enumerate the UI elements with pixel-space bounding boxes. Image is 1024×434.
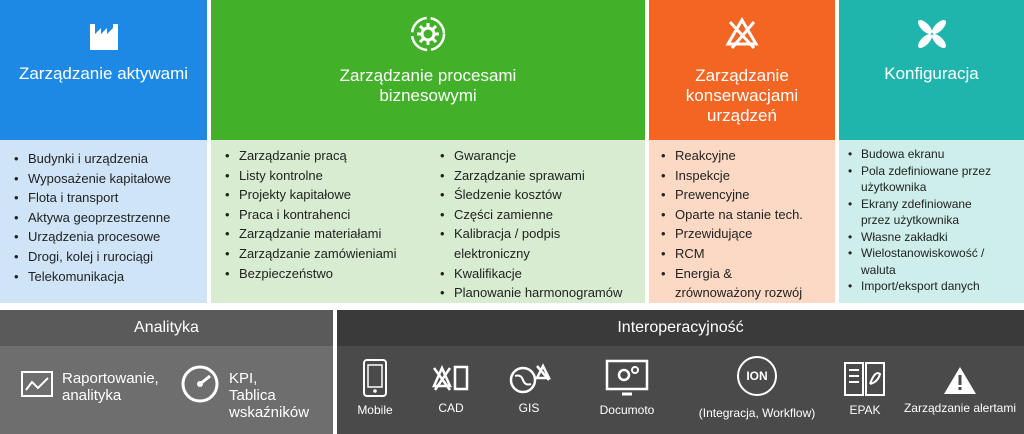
list-item: • Kalibracja / podpis: [436, 224, 622, 244]
list-item: • Inspekcje: [657, 166, 835, 186]
list-item: • Planowanie harmonogramów: [436, 283, 622, 303]
reporting-label-line: analityka: [62, 387, 122, 404]
list-item: • Części zamienne: [436, 205, 622, 225]
maintenance-title-line: Zarządzanie: [695, 66, 789, 85]
list-item: • Pola zdefiniowane przez: [845, 163, 1024, 180]
tool-mobile[interactable]: [347, 358, 403, 417]
interop-panel: [337, 346, 1024, 434]
cad-icon: [431, 362, 471, 396]
tool-label: Mobile: [357, 403, 393, 417]
list-item: • Zarządzanie zamówieniami: [221, 244, 397, 264]
list-item: • Telekomunikacja: [10, 267, 207, 287]
list-item: • Wielostanowiskowość /: [845, 245, 1024, 262]
business-process-list: [211, 140, 645, 303]
list-item: • Przewidujące: [657, 224, 835, 244]
maintenance-header: [649, 0, 835, 140]
list-item: • Projekty kapitałowe: [221, 185, 397, 205]
maintenance-title-line: urządzeń: [707, 106, 777, 125]
analytics-panel: [0, 346, 333, 434]
list-item: • Ekrany zdefiniowane: [845, 196, 1024, 213]
list-item: • Wyposażenie kapitałowe: [10, 169, 207, 189]
tool-label: CAD: [438, 401, 464, 415]
list-item: • Budynki i urządzenia: [10, 149, 207, 169]
business-process-header: [211, 0, 645, 140]
gear-cycle-icon: [408, 14, 448, 54]
asset-management-title: Zarządzanie aktywami: [18, 64, 189, 83]
reporting-icon: [20, 370, 54, 405]
interop-title-bar: [337, 310, 1024, 346]
tool-alerts[interactable]: [900, 364, 1020, 415]
list-item: • Kwalifikacje: [436, 264, 622, 284]
list-item: • Zarządzanie materiałami: [221, 224, 397, 244]
business-process-title: [211, 66, 645, 106]
list-item: • Listy kontrolne: [221, 166, 397, 186]
kpi-label: [229, 370, 309, 421]
configuration-title: Konfiguracja: [884, 64, 979, 83]
epak-icon: [842, 360, 888, 398]
tool-label: GIS: [518, 401, 540, 415]
list-item-continuation: elektroniczny: [454, 245, 530, 261]
list-item: • Własne zakładki: [845, 229, 1024, 246]
asset-management-list: [0, 140, 207, 303]
kpi-label-line: wskaźników: [229, 404, 310, 421]
list-item: • Praca i kontrahenci: [221, 205, 397, 225]
tool-documoto[interactable]: [587, 358, 667, 417]
list-item: • Reakcyjne: [657, 146, 835, 166]
alert-icon: [942, 364, 978, 396]
list-item: • Import/eksport danych: [845, 278, 1024, 295]
list-item: • Gwarancje: [436, 146, 622, 166]
factory-icon: [84, 14, 124, 54]
list-item: • Zarządzanie sprawami: [436, 166, 622, 186]
tool-epak[interactable]: [835, 360, 895, 417]
tool-ion[interactable]: [687, 356, 827, 420]
list-item-continuation: przez użytkownika: [861, 213, 960, 227]
configuration-header: [839, 0, 1024, 140]
tool-label: (Integracja, Workflow): [698, 406, 816, 420]
maintenance-title: [649, 66, 835, 126]
maintenance-list: [649, 140, 835, 303]
kpi-label-line: KPI,: [229, 370, 258, 387]
maintenance-title-line: konserwacjami: [685, 86, 799, 105]
tool-label: EPAK: [849, 403, 881, 417]
interop-title: Interoperacyjność: [617, 319, 744, 336]
list-item: • Budowa ekranu: [845, 146, 1024, 163]
list-item: • Energia &: [657, 264, 835, 284]
mobile-icon: [362, 358, 388, 398]
analytics-title-bar: [0, 310, 333, 346]
leaves-icon: [912, 14, 952, 54]
list-item: • Zarządzanie pracą: [221, 146, 397, 166]
list-item: • Śledzenie kosztów: [436, 185, 622, 205]
gis-icon: [507, 362, 551, 396]
tool-label: Zarządzanie alertami: [903, 401, 1017, 415]
reporting-label-line: Raportowanie,: [62, 370, 159, 387]
asset-management-header: [0, 0, 207, 140]
list-item: • Aktywa geoprzestrzenne: [10, 208, 207, 228]
kpi-label-line: Tablica: [229, 387, 276, 404]
list-item: • Drogi, kolej i rurociągi: [10, 247, 207, 267]
list-item-continuation: waluta: [861, 262, 896, 277]
business-process-title-line: biznesowymi: [379, 86, 477, 105]
list-item: • Urządzenia procesowe: [10, 227, 207, 247]
ion-icon: ION: [737, 356, 777, 396]
list-item-continuation: użytkownika: [861, 180, 927, 194]
tool-gis[interactable]: [501, 362, 557, 415]
list-item: • Oparte na stanie tech.: [657, 205, 835, 225]
list-item-continuation: zrównoważony rozwój: [675, 285, 803, 301]
business-process-title-line: Zarządzanie procesami: [339, 66, 517, 85]
list-item: • Prewencyjne: [657, 185, 835, 205]
tool-cad[interactable]: [423, 362, 479, 415]
list-item: • Bezpieczeństwo: [221, 264, 397, 284]
list-item: • RCM: [657, 244, 835, 264]
analytics-title: Analityka: [134, 319, 199, 336]
configuration-list: [839, 140, 1024, 303]
tool-label: Documoto: [599, 403, 655, 417]
documoto-icon: [604, 358, 650, 398]
list-item: • Flota i transport: [10, 188, 207, 208]
gauge-icon: [180, 364, 220, 409]
reporting-label: [62, 370, 159, 404]
tools-icon: [722, 14, 762, 54]
